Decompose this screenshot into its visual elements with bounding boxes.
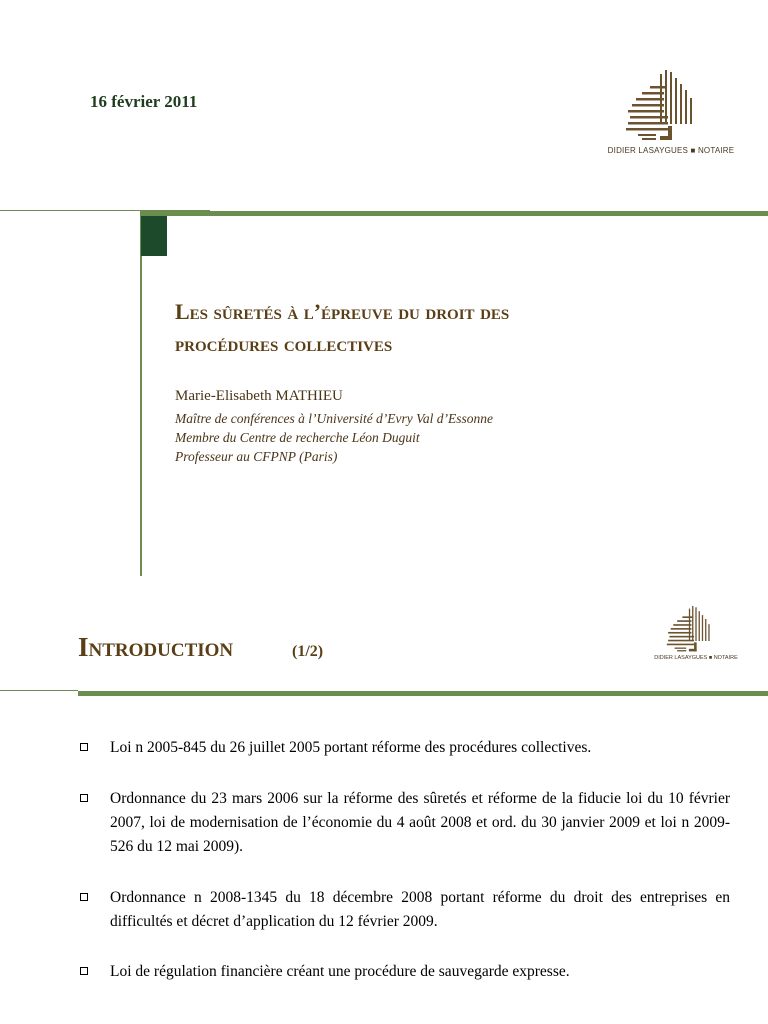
checkbox-bullet-icon — [80, 967, 88, 975]
vertical-rule — [140, 211, 142, 576]
slide-date: 16 février 2011 — [90, 92, 198, 111]
checkbox-bullet-icon — [80, 743, 88, 751]
notary-logo-small-icon — [648, 606, 744, 654]
notary-logo-text: DIDIER LASAYGUES ■ NOTAIRE — [607, 146, 735, 155]
list-item-text: Ordonnance du 23 mars 2006 sur la réforme des sûretés et réforme de la fiducie loi du 10 février 2007, loi de modernisation de l’économie du 4 août 2008 et ord. du 30 janvier 2009 et loi n 2009-526 du 12 mai 2009). — [110, 790, 730, 855]
notary-logo-small — [648, 606, 744, 668]
list-item — [80, 960, 730, 984]
green-square-accent — [141, 216, 167, 256]
affiliation-2: Membre du Centre de recherche Léon Duguit — [175, 430, 420, 445]
list-item-text: Ordonnance n 2008-1345 du 18 décembre 2008 portant réforme du droit des entreprises en difficultés et décret d’application du 12 février 2009. — [110, 889, 730, 930]
green-band — [78, 691, 768, 696]
list-item-text: Loi n 2005-845 du 26 juillet 2005 portant réforme des procédures collectives. — [110, 739, 592, 756]
presentation-title — [175, 296, 695, 360]
affiliation-1: Maître de conférences à l’Université d’Evry Val d’Essonne — [175, 411, 494, 426]
title-line-1: Les sûretés à l’épreuve du droit des — [175, 299, 510, 324]
notary-logo — [598, 70, 744, 162]
section-title: Introduction — [78, 632, 234, 662]
list-item — [80, 787, 730, 859]
section-page-indicator: (1/2) — [292, 643, 324, 660]
checkbox-bullet-icon — [80, 893, 88, 901]
list-item — [80, 886, 730, 934]
list-item-text: Loi de régulation financière créant une procédure de sauvegarde expresse. — [110, 963, 570, 980]
checkbox-bullet-icon — [80, 794, 88, 802]
green-band — [140, 211, 768, 216]
affiliation-3: Professeur au CFPNP (Paris) — [175, 449, 338, 464]
divider-line — [0, 690, 78, 691]
title-line-2: procédures collectives — [175, 331, 393, 356]
notary-logo-small-text: DIDIER LASAYGUES ■ NOTAIRE — [654, 655, 738, 661]
author-name: Marie-Elisabeth MATHIEU — [175, 388, 343, 404]
notary-logo-icon — [598, 70, 744, 144]
list-item — [80, 736, 730, 760]
